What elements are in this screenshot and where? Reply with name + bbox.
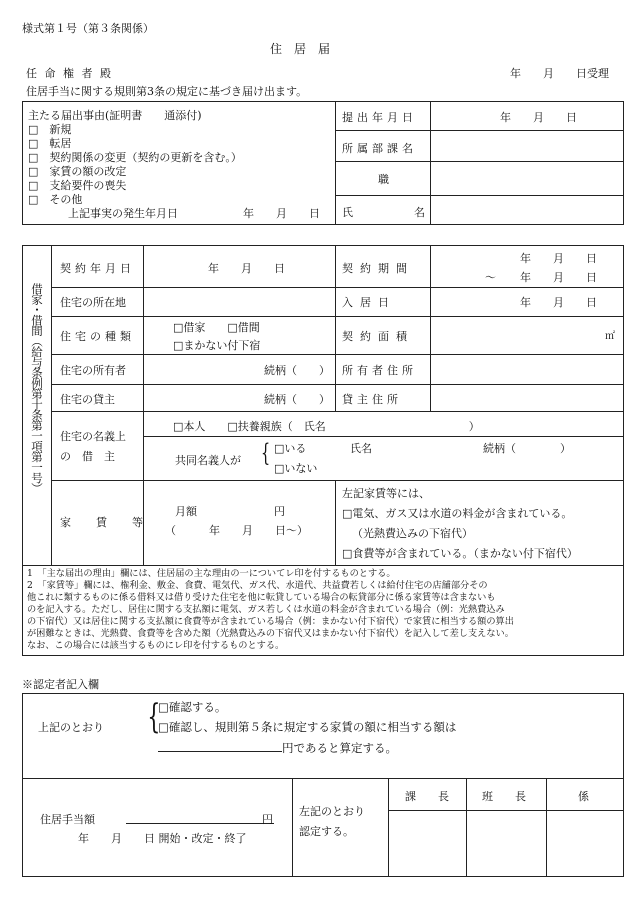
reason-label: 契約関係の変更（契約の更新を含む。） (49, 151, 242, 164)
reasons-title: 主たる届出事由(証明書 通添付) (28, 109, 202, 122)
period-to[interactable]: 年 月 日 (520, 271, 597, 284)
area-unit: ㎡ (605, 331, 615, 342)
note-5: の下宿代）又は居住に関する支払額に食費等が含まれている場合（例：まかない付下宿代）で家賃に相当する額の算出 (27, 616, 514, 627)
reason-label: 支給要件の喪失 (49, 179, 127, 192)
reason-checkbox-1[interactable]: □ 新規 (28, 123, 72, 136)
rent-label: 家 賃 等 (60, 516, 150, 529)
confirm-option[interactable]: □確認する。 (158, 700, 227, 714)
reason-label: その他 (49, 193, 83, 206)
statement: 住居手当に関する規則第3条の規定に基づき届け出ます。 (26, 85, 308, 98)
occurrence-label: 上記事実の発生年月日 (68, 207, 178, 220)
as-above-label: 上記のとおり (38, 721, 104, 734)
stamp-section-chief: 課 長 (405, 790, 449, 803)
certify-line-2: 認定する。 (299, 825, 354, 838)
form-number: 様式第１号（第３条関係） (22, 22, 154, 35)
allowance-label: 住居手当額 (40, 813, 95, 826)
yen-calc-text: 円であると算定する。 (282, 741, 397, 755)
reason-checkbox-6[interactable]: □ その他 (28, 193, 83, 206)
submit-date[interactable]: 年 月 日 (500, 111, 577, 124)
co-nominee-name: 氏名 (350, 442, 372, 455)
nominal-options[interactable]: □本人 □扶養親族（ 氏名 ） (173, 420, 480, 433)
type-option-rental[interactable]: □借家 □借間 (173, 321, 260, 334)
rent-note-1: 左記家賃等には、 (342, 487, 430, 500)
name-label-2: 名 (414, 206, 425, 219)
reason-label: 家賃の額の改定 (49, 165, 127, 178)
co-nominee-relation[interactable]: 続柄（ ） (483, 442, 571, 455)
move-in-date[interactable]: 年 月 日 (520, 296, 597, 309)
type-option-boarding[interactable]: □まかない付下宿 (173, 339, 261, 352)
co-nominee-yes[interactable]: □いる (274, 442, 307, 455)
reason-label: 転居 (49, 137, 72, 150)
occurrence-date: 年 月 日 (243, 207, 320, 220)
note-3: 他これに類するものに係る借料又は借り受けた住宅を他に転貸している場合の転貸部分に係る家賃等は含まないも (27, 592, 496, 603)
owner-label: 住宅の所有者 (60, 364, 126, 377)
contract-date[interactable]: 年 月 日 (208, 262, 285, 275)
owner-address-label: 所有者住所 (342, 364, 417, 377)
note-4: のを記入する。ただし、居住に関する支払額に電気、ガス若しくは水道の料金が含まれている場合（例：光熱費込み (27, 604, 505, 615)
note-2: 2 「家賃等」欄には、権利金、敷金、食費、電気代、ガス代、水道代、共益費若しくは給付住宅の店舗部分その (27, 580, 488, 591)
allowance-yen: 円 (262, 813, 273, 826)
confirm-calc-option[interactable]: □確認し、規則第５条に規定する家賃の額に相当する額は (158, 720, 457, 734)
nominal-label-1: 住宅の名義上 (60, 430, 126, 443)
submit-date-label: 提出年月日 (342, 111, 417, 124)
receipt-date: 年 月 日受理 (510, 67, 609, 80)
period-from[interactable]: 年 月 日 (520, 252, 597, 265)
form-title: 住 居 届 (270, 42, 331, 56)
note-1: 1 「主な届出の理由」欄には、住居届の主な理由の一についてレ印を付するものとする。 (27, 568, 396, 579)
brace-icon: { (147, 697, 161, 737)
rent-note-meals[interactable]: □食費等が含まれている。（まかない付下宿代） (342, 547, 578, 560)
certifier-heading: ※認定者記入欄 (22, 678, 99, 691)
owner-relation[interactable]: 続柄（ ） (264, 364, 330, 377)
addressee: 任 命 権 者 殿 (26, 67, 113, 80)
certify-line-1: 左記のとおり (299, 805, 365, 818)
lender-address-label: 貸主住所 (342, 393, 402, 406)
co-nominee-no[interactable]: □いない (274, 462, 318, 475)
brace-icon: { (261, 439, 271, 467)
type-label: 住宅の種類 (60, 330, 135, 343)
note-7: なお、この場合には該当するものにレ印を付するものとする。 (27, 640, 285, 651)
reason-checkbox-4[interactable]: □ 家賃の額の改定 (28, 165, 127, 178)
reason-checkbox-2[interactable]: □ 転居 (28, 137, 72, 150)
reason-checkbox-3[interactable]: □ 契約関係の変更（契約の更新を含む。） (28, 151, 242, 164)
stamp-box-staff[interactable] (547, 811, 622, 875)
section2-side-label: 借家・借間（給与条例第十条第一項第一号） (30, 283, 44, 493)
period-tilde: ～ (485, 271, 496, 284)
contract-period-label: 契約期間 (342, 262, 414, 275)
reason-checkbox-5[interactable]: □ 支給要件の喪失 (28, 179, 127, 192)
nominal-label-2: の 借 主 (60, 450, 115, 463)
stamp-staff: 係 (578, 790, 589, 803)
stamp-box-team-leader[interactable] (467, 811, 545, 875)
contract-date-label: 契約年月日 (60, 262, 135, 275)
reason-label: 新規 (49, 123, 72, 136)
area-label: 契約面積 (342, 330, 414, 343)
stamp-team-leader: 班 長 (482, 790, 526, 803)
monthly-rent[interactable]: 月額 円 (175, 505, 285, 518)
dept-label: 所属部課名 (342, 142, 417, 155)
rent-note-3: （光熱費込みの下宿代） (352, 527, 473, 540)
name-label-1: 氏 (342, 206, 353, 219)
move-in-label: 入居日 (342, 296, 396, 309)
note-6: が困難なときは、光熱費、食費等を含めた額（光熱費込みの下宿代又はまかない付下宿代）を記入して差し支えない。 (27, 628, 514, 639)
stamp-box-section-chief[interactable] (389, 811, 465, 875)
rent-note-utilities[interactable]: □電気、ガス又は水道の料金が含まれている。 (342, 507, 573, 520)
post-label: 職 (378, 173, 389, 186)
co-nominee-label: 共同名義人が (175, 454, 241, 467)
address-label: 住宅の所在地 (60, 296, 126, 309)
allowance-date[interactable]: 年 月 日 開始・改定・終了 (78, 832, 247, 845)
lender-label: 住宅の貸主 (60, 393, 115, 406)
lender-relation[interactable]: 続柄（ ） (264, 393, 330, 406)
rent-since[interactable]: （ 年 月 日～） (165, 524, 308, 537)
